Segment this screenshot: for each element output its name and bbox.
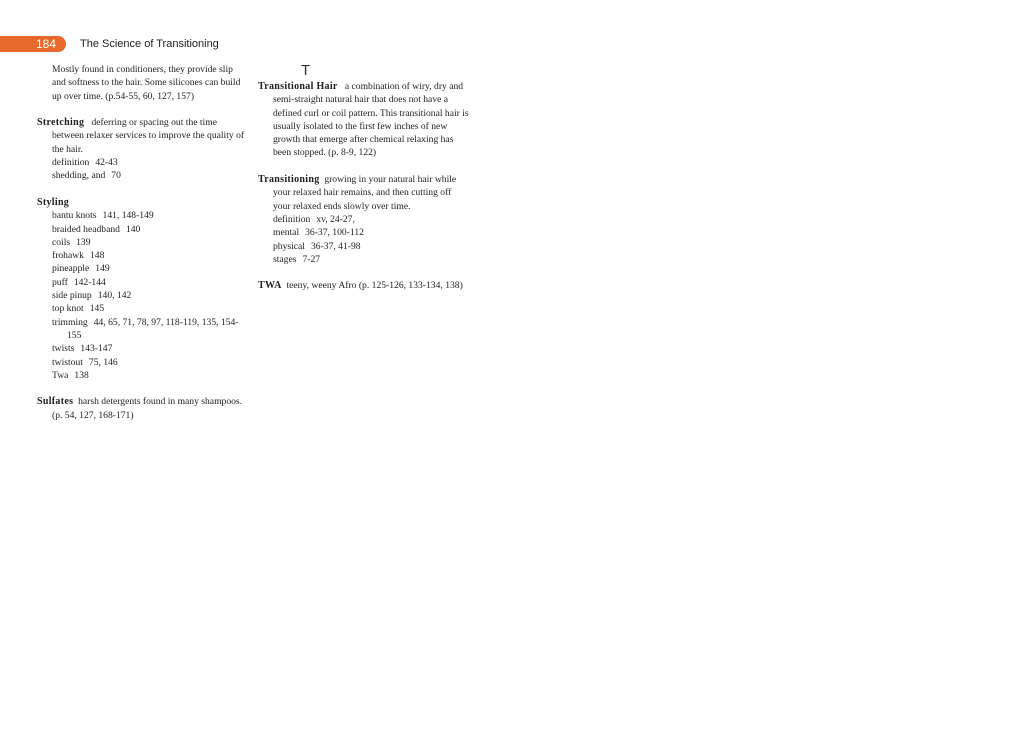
subentry-pages: 44, 65, 71, 78, 97, 118-119, 135, 154-155: [67, 316, 239, 341]
subentry-label: pineapple: [52, 263, 90, 275]
subentry-pages: 70: [111, 170, 121, 182]
entry-main: [258, 279, 470, 292]
subentry: [37, 209, 249, 222]
subentry-label: stages: [273, 253, 297, 265]
subentry-label: physical: [273, 240, 305, 252]
subentry-pages: 148: [89, 250, 105, 262]
subentry: [258, 213, 470, 226]
subentry-pages: 36-37, 100-112: [305, 227, 364, 239]
subentry-pages: 75, 146: [88, 356, 118, 368]
subentry-pages: xv, 24-27,: [316, 213, 355, 225]
subentry: [258, 226, 470, 239]
subentry-label: definition: [52, 157, 90, 169]
subentry: [37, 356, 249, 369]
index-term: Transitional Hair: [258, 81, 338, 92]
section-letter-heading: T: [301, 62, 311, 79]
page-number-tab: [0, 36, 66, 52]
subentry: [258, 253, 470, 266]
subentry-label: frohawk: [52, 250, 84, 262]
index-entry-transitional-hair: [258, 80, 470, 160]
subentry-pages: 143-147: [80, 343, 113, 355]
subentry: [37, 276, 249, 289]
subentry-label: coils: [52, 236, 71, 248]
subentry: [37, 369, 249, 382]
subentry-label: mental: [273, 227, 300, 239]
index-entry-transitioning: [258, 173, 470, 266]
index-definition: growing in your natural hair while your relaxed hair remains, and then cutting off your relaxed ends slowly over time.: [273, 174, 457, 212]
subentry: [37, 302, 249, 315]
subentry-pages: 140: [125, 223, 141, 235]
subentry-label: Twa: [52, 369, 69, 381]
subentry-label: bantu knots: [52, 210, 97, 222]
index-entry-twa: [258, 279, 470, 292]
page-number: 184: [36, 37, 57, 51]
index-definition: harsh detergents found in many shampoos. (p. 54, 127, 168-171): [52, 396, 243, 421]
index-entry-sulfates: [37, 395, 249, 422]
subentry-pages: 42-43: [95, 157, 118, 169]
index-term: Styling: [37, 196, 70, 208]
subentry-pages: 36-37, 41-98: [310, 240, 361, 252]
subentry-pages: 140, 142: [97, 290, 132, 302]
subentry: [37, 289, 249, 302]
entry-main: [37, 395, 249, 422]
subentry-label: trimming: [52, 316, 88, 328]
entry-main: [258, 173, 470, 213]
subentry: [37, 156, 249, 169]
subentry-label: twistout: [52, 356, 83, 368]
index-entry-stretching: [37, 116, 249, 182]
index-definition: deferring or spacing out the time between relaxer services to improve the quality of the hair.: [52, 117, 245, 155]
subentry-label: top knot: [52, 303, 84, 315]
index-definition: a combination of wiry, dry and semi-straight natural hair that does not have a defined curl or coil pattern. This transitional hair is usually isolated to the first few inches of new growth that emerge after chemical relaxing has been stopped. (p. 8-9, 122): [273, 81, 469, 159]
subentry: [37, 169, 249, 182]
subentry: [37, 223, 249, 236]
index-term: Stretching: [37, 117, 85, 129]
index-column-right: [258, 63, 470, 306]
entry-main: [37, 196, 249, 209]
subentry: [258, 240, 470, 253]
subentry: [37, 262, 249, 275]
subentry-pages: 142-144: [73, 276, 106, 288]
index-term: Sulfates: [37, 396, 74, 408]
running-title: The Science of Transitioning: [80, 38, 219, 50]
subentry: [37, 236, 249, 249]
entry-main: [258, 80, 470, 160]
index-definition: teeny, weeny Afro (p. 125-126, 133-134, 138): [286, 280, 463, 292]
index-term: TWA: [258, 280, 282, 292]
subentry-pages: 138: [74, 369, 89, 381]
subentry-label: braided headband: [52, 223, 120, 235]
subentry-pages: 7-27: [302, 253, 321, 265]
continued-entry-text: Mostly found in conditioners, they provide slip and softness to the hair. Some silicones can build up over time. (p.54-55, 60, 127, 157): [52, 64, 241, 102]
subentry-pages: 141, 148-149: [102, 210, 154, 222]
subentry-label: definition: [273, 213, 311, 225]
subentry: [37, 342, 249, 355]
subentry-label: shedding, and: [52, 170, 106, 182]
index-entry-styling: [37, 196, 249, 382]
subentry-label: puff: [52, 276, 68, 288]
subentry: [37, 316, 249, 343]
entry-main: [37, 116, 249, 156]
index-term: Transitioning: [258, 174, 320, 186]
subentry-pages: 149: [95, 263, 110, 275]
index-column-left: [37, 63, 249, 435]
subentry-pages: 145: [89, 303, 105, 315]
subentry: [37, 249, 249, 262]
subentry-pages: 139: [76, 236, 91, 248]
subentry-label: twists: [52, 343, 75, 355]
subentry-label: side pinup: [52, 290, 92, 302]
